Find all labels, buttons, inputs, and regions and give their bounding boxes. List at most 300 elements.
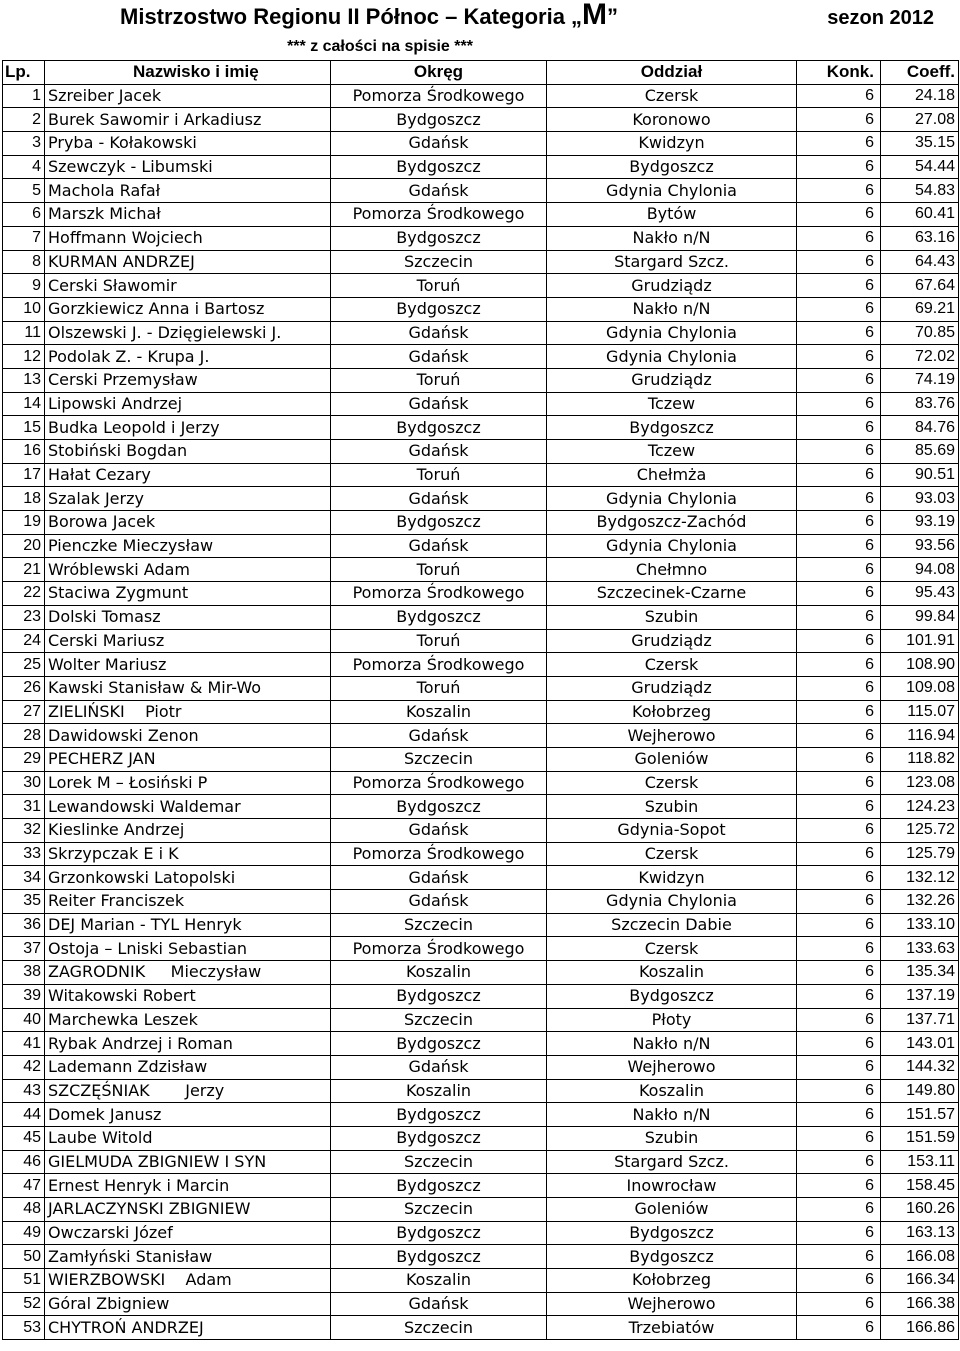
cell-oddzial: Tczew <box>547 440 797 464</box>
table-row <box>3 416 959 440</box>
cell-okreg: Bydgoszcz <box>331 1103 547 1127</box>
cell-name: Gorzkiewicz Anna i Bartosz <box>45 297 331 321</box>
cell-okreg: Pomorza Środkowego <box>331 84 547 108</box>
table-row <box>3 392 959 416</box>
cell-lp: 27 <box>3 700 45 724</box>
cell-lp: 35 <box>3 890 45 914</box>
cell-okreg: Gdańsk <box>331 1055 547 1079</box>
cell-okreg: Bydgoszcz <box>331 155 547 179</box>
table-row <box>3 771 959 795</box>
table-row <box>3 890 959 914</box>
cell-lp: 19 <box>3 511 45 535</box>
cell-oddzial: Tczew <box>547 392 797 416</box>
table-row <box>3 297 959 321</box>
cell-lp: 15 <box>3 416 45 440</box>
cell-okreg: Bydgoszcz <box>331 297 547 321</box>
table-row <box>3 534 959 558</box>
cell-name: Kawski Stanisław & Mir-Wo <box>45 676 331 700</box>
cell-oddzial: Płoty <box>547 1008 797 1032</box>
cell-okreg: Koszalin <box>331 961 547 985</box>
cell-okreg: Toruń <box>331 274 547 298</box>
cell-okreg: Bydgoszcz <box>331 226 547 250</box>
table-row <box>3 866 959 890</box>
cell-oddzial: Nakło n/N <box>547 226 797 250</box>
cell-name: Lorek M – Łosiński P <box>45 771 331 795</box>
table-row <box>3 487 959 511</box>
cell-okreg: Gdańsk <box>331 819 547 843</box>
cell-coeff: 60.41 <box>881 203 959 227</box>
table-row <box>3 937 959 961</box>
cell-coeff: 144.32 <box>881 1055 959 1079</box>
cell-coeff: 101.91 <box>881 629 959 653</box>
cell-coeff: 124.23 <box>881 795 959 819</box>
table-row <box>3 1103 959 1127</box>
cell-coeff: 67.64 <box>881 274 959 298</box>
table-header-row <box>3 61 959 85</box>
cell-konk: 6 <box>797 961 881 985</box>
cell-oddzial: Kołobrzeg <box>547 700 797 724</box>
cell-coeff: 125.72 <box>881 819 959 843</box>
title-category-letter: M <box>582 0 608 31</box>
cell-name: JARLACZYNSKI ZBIGNIEW <box>45 1198 331 1222</box>
cell-okreg: Bydgoszcz <box>331 511 547 535</box>
cell-oddzial: Szubin <box>547 1126 797 1150</box>
cell-oddzial: Bydgoszcz <box>547 984 797 1008</box>
table-row <box>3 913 959 937</box>
cell-konk: 6 <box>797 629 881 653</box>
cell-konk: 6 <box>797 297 881 321</box>
table-row <box>3 1008 959 1032</box>
cell-lp: 4 <box>3 155 45 179</box>
cell-oddzial: Goleniów <box>547 747 797 771</box>
cell-oddzial: Gdynia-Sopot <box>547 819 797 843</box>
cell-coeff: 54.83 <box>881 179 959 203</box>
cell-name: CHYTROŃ ANDRZEJ <box>45 1316 331 1340</box>
cell-okreg: Gdańsk <box>331 1292 547 1316</box>
cell-konk: 6 <box>797 108 881 132</box>
cell-konk: 6 <box>797 771 881 795</box>
cell-konk: 6 <box>797 84 881 108</box>
cell-oddzial: Kwidzyn <box>547 132 797 156</box>
cell-okreg: Szczecin <box>331 1316 547 1340</box>
cell-lp: 37 <box>3 937 45 961</box>
cell-lp: 1 <box>3 84 45 108</box>
cell-oddzial: Czersk <box>547 842 797 866</box>
table-row <box>3 1126 959 1150</box>
cell-lp: 16 <box>3 440 45 464</box>
cell-okreg: Bydgoszcz <box>331 605 547 629</box>
cell-name: Cerski Mariusz <box>45 629 331 653</box>
table-row <box>3 653 959 677</box>
cell-name: Dawidowski Zenon <box>45 724 331 748</box>
cell-konk: 6 <box>797 700 881 724</box>
cell-coeff: 133.63 <box>881 937 959 961</box>
cell-konk: 6 <box>797 819 881 843</box>
table-row <box>3 345 959 369</box>
cell-konk: 6 <box>797 345 881 369</box>
cell-name: Owczarski Józef <box>45 1221 331 1245</box>
cell-okreg: Toruń <box>331 629 547 653</box>
table-row <box>3 724 959 748</box>
cell-oddzial: Grudziądz <box>547 274 797 298</box>
cell-okreg: Bydgoszcz <box>331 108 547 132</box>
cell-coeff: 99.84 <box>881 605 959 629</box>
table-row <box>3 676 959 700</box>
cell-oddzial: Stargard Szcz. <box>547 1150 797 1174</box>
table-row <box>3 1269 959 1293</box>
column-header-konk: Konk. <box>797 61 881 85</box>
cell-okreg: Toruń <box>331 463 547 487</box>
cell-konk: 6 <box>797 487 881 511</box>
cell-konk: 6 <box>797 1055 881 1079</box>
cell-okreg: Gdańsk <box>331 345 547 369</box>
cell-name: Machola Rafał <box>45 179 331 203</box>
cell-lp: 12 <box>3 345 45 369</box>
cell-okreg: Bydgoszcz <box>331 1126 547 1150</box>
cell-okreg: Pomorza Środkowego <box>331 582 547 606</box>
cell-name: Podolak Z. - Krupa J. <box>45 345 331 369</box>
season-label: sezon 2012 <box>827 7 934 29</box>
cell-okreg: Gdańsk <box>331 534 547 558</box>
cell-oddzial: Nakło n/N <box>547 297 797 321</box>
cell-coeff: 69.21 <box>881 297 959 321</box>
cell-coeff: 72.02 <box>881 345 959 369</box>
cell-oddzial: Goleniów <box>547 1198 797 1222</box>
cell-name: Lewandowski Waldemar <box>45 795 331 819</box>
table-row <box>3 629 959 653</box>
cell-name: Olszewski J. - Dzięgielewski J. <box>45 321 331 345</box>
column-header-oddzial: Oddział <box>547 61 797 85</box>
cell-coeff: 70.85 <box>881 321 959 345</box>
cell-konk: 6 <box>797 250 881 274</box>
cell-okreg: Pomorza Środkowego <box>331 842 547 866</box>
cell-lp: 29 <box>3 747 45 771</box>
table-row <box>3 1174 959 1198</box>
cell-coeff: 27.08 <box>881 108 959 132</box>
cell-name: Pryba - Kołakowski <box>45 132 331 156</box>
cell-lp: 21 <box>3 558 45 582</box>
cell-lp: 48 <box>3 1198 45 1222</box>
cell-okreg: Szczecin <box>331 250 547 274</box>
cell-lp: 36 <box>3 913 45 937</box>
cell-coeff: 109.08 <box>881 676 959 700</box>
cell-lp: 2 <box>3 108 45 132</box>
cell-coeff: 153.11 <box>881 1150 959 1174</box>
cell-coeff: 151.57 <box>881 1103 959 1127</box>
cell-konk: 6 <box>797 1198 881 1222</box>
cell-lp: 39 <box>3 984 45 1008</box>
cell-lp: 26 <box>3 676 45 700</box>
table-row <box>3 203 959 227</box>
cell-name: Witakowski Robert <box>45 984 331 1008</box>
cell-oddzial: Wejherowo <box>547 1055 797 1079</box>
table-row <box>3 1316 959 1340</box>
cell-coeff: 137.71 <box>881 1008 959 1032</box>
table-row <box>3 747 959 771</box>
cell-konk: 6 <box>797 132 881 156</box>
cell-okreg: Gdańsk <box>331 440 547 464</box>
cell-name: Dolski Tomasz <box>45 605 331 629</box>
cell-oddzial: Grudziądz <box>547 368 797 392</box>
cell-konk: 6 <box>797 463 881 487</box>
cell-konk: 6 <box>797 1316 881 1340</box>
cell-lp: 20 <box>3 534 45 558</box>
cell-konk: 6 <box>797 984 881 1008</box>
cell-okreg: Pomorza Środkowego <box>331 653 547 677</box>
cell-name: DEJ Marian - TYL Henryk <box>45 913 331 937</box>
column-header-name: Nazwisko i imię <box>45 61 331 85</box>
cell-lp: 44 <box>3 1103 45 1127</box>
cell-coeff: 108.90 <box>881 653 959 677</box>
table-row <box>3 368 959 392</box>
cell-oddzial: Gdynia Chylonia <box>547 534 797 558</box>
cell-name: Ernest Henryk i Marcin <box>45 1174 331 1198</box>
cell-konk: 6 <box>797 1008 881 1032</box>
cell-konk: 6 <box>797 392 881 416</box>
cell-oddzial: Trzebiatów <box>547 1316 797 1340</box>
cell-coeff: 137.19 <box>881 984 959 1008</box>
cell-lp: 30 <box>3 771 45 795</box>
cell-okreg: Koszalin <box>331 1079 547 1103</box>
cell-name: Ostoja – Lniski Sebastian <box>45 937 331 961</box>
cell-coeff: 93.19 <box>881 511 959 535</box>
table-row <box>3 1221 959 1245</box>
cell-lp: 10 <box>3 297 45 321</box>
table-row <box>3 250 959 274</box>
cell-lp: 5 <box>3 179 45 203</box>
cell-name: Cerski Sławomir <box>45 274 331 298</box>
cell-lp: 18 <box>3 487 45 511</box>
cell-oddzial: Gdynia Chylonia <box>547 345 797 369</box>
cell-name: KURMAN ANDRZEJ <box>45 250 331 274</box>
cell-lp: 8 <box>3 250 45 274</box>
cell-oddzial: Szubin <box>547 605 797 629</box>
results-table <box>2 60 959 1340</box>
cell-name: Szreiber Jacek <box>45 84 331 108</box>
cell-lp: 14 <box>3 392 45 416</box>
cell-oddzial: Czersk <box>547 84 797 108</box>
cell-lp: 51 <box>3 1269 45 1293</box>
table-row <box>3 1198 959 1222</box>
cell-oddzial: Koszalin <box>547 1079 797 1103</box>
cell-coeff: 132.12 <box>881 866 959 890</box>
cell-konk: 6 <box>797 724 881 748</box>
cell-coeff: 158.45 <box>881 1174 959 1198</box>
column-header-lp: Lp. <box>3 61 45 85</box>
cell-okreg: Toruń <box>331 676 547 700</box>
cell-coeff: 116.94 <box>881 724 959 748</box>
cell-okreg: Gdańsk <box>331 890 547 914</box>
cell-lp: 3 <box>3 132 45 156</box>
cell-konk: 6 <box>797 1174 881 1198</box>
cell-name: Stobiński Bogdan <box>45 440 331 464</box>
cell-okreg: Szczecin <box>331 1008 547 1032</box>
cell-name: ZAGRODNIK Mieczysław <box>45 961 331 985</box>
cell-coeff: 163.13 <box>881 1221 959 1245</box>
cell-oddzial: Czersk <box>547 771 797 795</box>
cell-oddzial: Chełmża <box>547 463 797 487</box>
cell-konk: 6 <box>797 1126 881 1150</box>
page-title <box>120 0 619 31</box>
table-row <box>3 1032 959 1056</box>
cell-coeff: 133.10 <box>881 913 959 937</box>
table-row <box>3 1245 959 1269</box>
cell-okreg: Gdańsk <box>331 321 547 345</box>
cell-name: WIERZBOWSKI Adam <box>45 1269 331 1293</box>
cell-konk: 6 <box>797 368 881 392</box>
cell-oddzial: Nakło n/N <box>547 1032 797 1056</box>
cell-coeff: 166.34 <box>881 1269 959 1293</box>
cell-coeff: 160.26 <box>881 1198 959 1222</box>
cell-konk: 6 <box>797 558 881 582</box>
cell-lp: 53 <box>3 1316 45 1340</box>
table-row <box>3 179 959 203</box>
cell-konk: 6 <box>797 416 881 440</box>
title-suffix: ” <box>607 4 619 29</box>
cell-oddzial: Gdynia Chylonia <box>547 890 797 914</box>
cell-konk: 6 <box>797 1103 881 1127</box>
cell-oddzial: Gdynia Chylonia <box>547 321 797 345</box>
cell-konk: 6 <box>797 155 881 179</box>
cell-lp: 47 <box>3 1174 45 1198</box>
table-row <box>3 226 959 250</box>
cell-konk: 6 <box>797 1032 881 1056</box>
cell-name: Marszk Michał <box>45 203 331 227</box>
cell-coeff: 115.07 <box>881 700 959 724</box>
cell-okreg: Bydgoszcz <box>331 1245 547 1269</box>
cell-name: Kieslinke Andrzej <box>45 819 331 843</box>
cell-konk: 6 <box>797 795 881 819</box>
cell-coeff: 85.69 <box>881 440 959 464</box>
cell-okreg: Bydgoszcz <box>331 1221 547 1245</box>
cell-okreg: Koszalin <box>331 1269 547 1293</box>
cell-lp: 7 <box>3 226 45 250</box>
cell-oddzial: Bytów <box>547 203 797 227</box>
table-row <box>3 463 959 487</box>
column-header-okreg: Okręg <box>331 61 547 85</box>
cell-name: SZCZĘŚNIAK Jerzy <box>45 1079 331 1103</box>
cell-oddzial: Szczecin Dabie <box>547 913 797 937</box>
cell-okreg: Gdańsk <box>331 179 547 203</box>
table-row <box>3 132 959 156</box>
column-header-coeff: Coeff. <box>881 61 959 85</box>
table-row <box>3 605 959 629</box>
cell-name: Grzonkowski Latopolski <box>45 866 331 890</box>
cell-coeff: 143.01 <box>881 1032 959 1056</box>
cell-oddzial: Stargard Szcz. <box>547 250 797 274</box>
cell-konk: 6 <box>797 676 881 700</box>
cell-lp: 11 <box>3 321 45 345</box>
cell-konk: 6 <box>797 226 881 250</box>
cell-coeff: 54.44 <box>881 155 959 179</box>
cell-konk: 6 <box>797 511 881 535</box>
cell-coeff: 94.08 <box>881 558 959 582</box>
cell-lp: 28 <box>3 724 45 748</box>
cell-coeff: 135.34 <box>881 961 959 985</box>
cell-konk: 6 <box>797 605 881 629</box>
cell-okreg: Bydgoszcz <box>331 416 547 440</box>
cell-konk: 6 <box>797 179 881 203</box>
cell-coeff: 84.76 <box>881 416 959 440</box>
cell-okreg: Szczecin <box>331 1150 547 1174</box>
cell-name: Hoffmann Wojciech <box>45 226 331 250</box>
cell-name: Burek Sawomir i Arkadiusz <box>45 108 331 132</box>
cell-oddzial: Bydgoszcz <box>547 155 797 179</box>
table-row <box>3 155 959 179</box>
cell-name: Staciwa Zygmunt <box>45 582 331 606</box>
table-row <box>3 440 959 464</box>
cell-lp: 45 <box>3 1126 45 1150</box>
cell-lp: 50 <box>3 1245 45 1269</box>
cell-name: Wróblewski Adam <box>45 558 331 582</box>
cell-name: Budka Leopold i Jerzy <box>45 416 331 440</box>
cell-lp: 34 <box>3 866 45 890</box>
cell-coeff: 74.19 <box>881 368 959 392</box>
cell-coeff: 118.82 <box>881 747 959 771</box>
table-row <box>3 1079 959 1103</box>
cell-lp: 9 <box>3 274 45 298</box>
table-row <box>3 84 959 108</box>
cell-oddzial: Kwidzyn <box>547 866 797 890</box>
cell-okreg: Toruń <box>331 558 547 582</box>
cell-coeff: 64.43 <box>881 250 959 274</box>
cell-coeff: 24.18 <box>881 84 959 108</box>
cell-oddzial: Wejherowo <box>547 1292 797 1316</box>
cell-oddzial: Bydgoszcz <box>547 416 797 440</box>
cell-konk: 6 <box>797 937 881 961</box>
page-header <box>0 0 960 60</box>
cell-okreg: Bydgoszcz <box>331 1032 547 1056</box>
cell-coeff: 125.79 <box>881 842 959 866</box>
cell-name: Szalak Jerzy <box>45 487 331 511</box>
cell-konk: 6 <box>797 842 881 866</box>
cell-coeff: 151.59 <box>881 1126 959 1150</box>
table-row <box>3 108 959 132</box>
cell-okreg: Gdańsk <box>331 724 547 748</box>
cell-oddzial: Wejherowo <box>547 724 797 748</box>
title-prefix: Mistrzostwo Regionu II Północ – Kategoria „ <box>120 4 583 29</box>
cell-coeff: 35.15 <box>881 132 959 156</box>
cell-okreg: Pomorza Środkowego <box>331 203 547 227</box>
cell-oddzial: Szubin <box>547 795 797 819</box>
cell-name: ZIELIŃSKI Piotr <box>45 700 331 724</box>
cell-lp: 32 <box>3 819 45 843</box>
cell-coeff: 166.38 <box>881 1292 959 1316</box>
cell-lp: 42 <box>3 1055 45 1079</box>
table-row <box>3 511 959 535</box>
cell-konk: 6 <box>797 321 881 345</box>
cell-lp: 25 <box>3 653 45 677</box>
table-body <box>3 84 959 1339</box>
cell-name: Domek Janusz <box>45 1103 331 1127</box>
cell-konk: 6 <box>797 890 881 914</box>
cell-konk: 6 <box>797 1221 881 1245</box>
cell-oddzial: Czersk <box>547 937 797 961</box>
cell-konk: 6 <box>797 913 881 937</box>
cell-lp: 6 <box>3 203 45 227</box>
cell-name: Cerski Przemysław <box>45 368 331 392</box>
cell-konk: 6 <box>797 653 881 677</box>
cell-name: Lipowski Andrzej <box>45 392 331 416</box>
cell-lp: 43 <box>3 1079 45 1103</box>
cell-oddzial: Koronowo <box>547 108 797 132</box>
cell-okreg: Pomorza Środkowego <box>331 937 547 961</box>
cell-konk: 6 <box>797 274 881 298</box>
cell-name: PECHERZ JAN <box>45 747 331 771</box>
cell-coeff: 83.76 <box>881 392 959 416</box>
cell-konk: 6 <box>797 1269 881 1293</box>
table-row <box>3 819 959 843</box>
